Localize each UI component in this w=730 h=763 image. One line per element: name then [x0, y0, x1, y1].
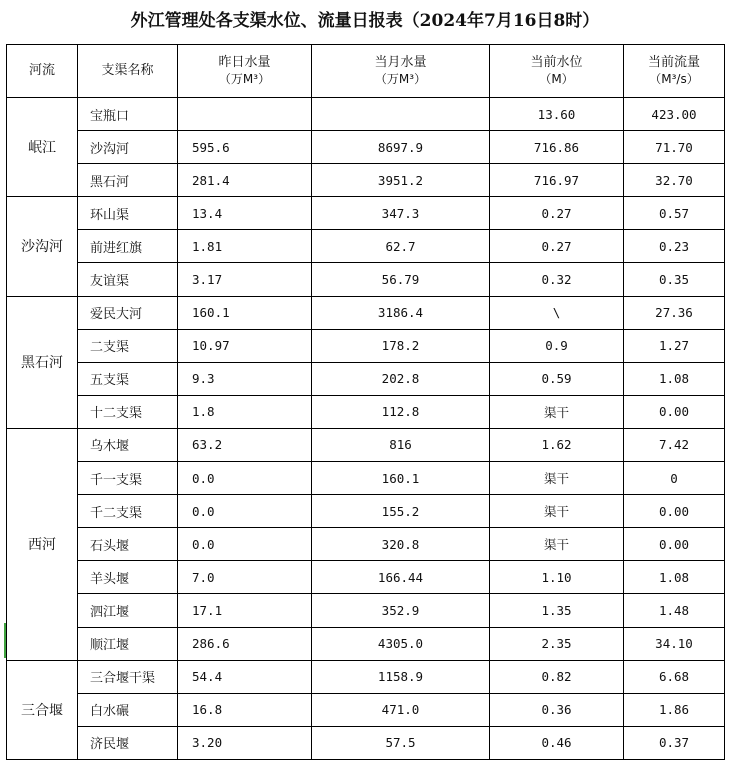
branch-name-cell: 乌木堰: [78, 429, 178, 462]
flow-rate-cell: 6.68: [624, 661, 725, 694]
header-month-label: 当月水量: [374, 55, 427, 70]
flow-rate-cell: 1.08: [624, 561, 725, 594]
header-yesterday: [178, 45, 312, 98]
branch-name-cell: 石头堰: [78, 528, 178, 561]
flow-rate-cell: 1.86: [624, 694, 725, 727]
header-flow: [624, 45, 725, 98]
branch-name-cell: 沙沟河: [78, 131, 178, 164]
water-level-cell: 渠干: [490, 396, 624, 429]
report-table: [6, 44, 725, 760]
yesterday-volume-cell: 1.8: [178, 396, 312, 429]
water-level-cell: \: [490, 297, 624, 330]
month-volume-cell: 3186.4: [312, 297, 490, 330]
yesterday-volume-cell: 17.1: [178, 594, 312, 627]
month-volume-cell: 202.8: [312, 363, 490, 396]
water-level-cell: 716.97: [490, 164, 624, 197]
water-level-cell: 716.86: [490, 131, 624, 164]
header-month-unit: （万M³）: [374, 72, 427, 86]
water-level-cell: 2.35: [490, 628, 624, 661]
yesterday-volume-cell: 13.4: [178, 197, 312, 230]
flow-rate-cell: 0.23: [624, 230, 725, 263]
month-volume-cell: 320.8: [312, 528, 490, 561]
month-volume-cell: 56.79: [312, 263, 490, 296]
month-volume-cell: 160.1: [312, 462, 490, 495]
flow-rate-cell: 0.57: [624, 197, 725, 230]
month-volume-cell: 62.7: [312, 230, 490, 263]
header-branch-label: 支渠名称: [101, 63, 154, 78]
report-title: 外江管理处各支渠水位、流量日报表（2024年7月16日8时）: [130, 11, 600, 31]
month-volume-cell: 471.0: [312, 694, 490, 727]
flow-rate-cell: 0.35: [624, 263, 725, 296]
yesterday-volume-cell: 9.3: [178, 363, 312, 396]
month-volume-cell: 112.8: [312, 396, 490, 429]
yesterday-volume-cell: 63.2: [178, 429, 312, 462]
month-volume-cell: 8697.9: [312, 131, 490, 164]
branch-name-cell: 顺江堰: [78, 628, 178, 661]
branch-name-cell: 黑石河: [78, 164, 178, 197]
water-level-cell: 渠干: [490, 528, 624, 561]
branch-name-cell: 二支渠: [78, 330, 178, 363]
water-level-cell: 0.9: [490, 330, 624, 363]
water-level-cell: 0.27: [490, 230, 624, 263]
yesterday-volume-cell: 10.97: [178, 330, 312, 363]
yesterday-volume-cell: 54.4: [178, 661, 312, 694]
month-volume-cell: 3951.2: [312, 164, 490, 197]
month-volume-cell: 178.2: [312, 330, 490, 363]
water-level-cell: 0.36: [490, 694, 624, 727]
month-volume-cell: 57.5: [312, 727, 490, 760]
flow-rate-cell: 0.00: [624, 495, 725, 528]
yesterday-volume-cell: 3.17: [178, 263, 312, 296]
header-yesterday-label: 昨日水量: [218, 55, 271, 70]
header-branch: [78, 45, 178, 98]
header-yesterday-unit: （万M³）: [218, 72, 271, 86]
yesterday-volume-cell: 0.0: [178, 462, 312, 495]
river-cell: 岷江: [7, 98, 78, 197]
water-level-cell: 0.32: [490, 263, 624, 296]
month-volume-cell: 1158.9: [312, 661, 490, 694]
flow-rate-cell: 27.36: [624, 297, 725, 330]
header-level: [490, 45, 624, 98]
water-level-cell: 1.35: [490, 594, 624, 627]
yesterday-volume-cell: 281.4: [178, 164, 312, 197]
water-level-cell: 1.10: [490, 561, 624, 594]
river-cell: 黑石河: [7, 297, 78, 429]
yesterday-volume-cell: 160.1: [178, 297, 312, 330]
flow-rate-cell: 0: [624, 462, 725, 495]
water-level-cell: 0.46: [490, 727, 624, 760]
river-cell: 三合堰: [7, 661, 78, 760]
header-flow-label: 当前流量: [647, 55, 700, 70]
yesterday-volume-cell: 7.0: [178, 561, 312, 594]
flow-rate-cell: 32.70: [624, 164, 725, 197]
river-cell: 沙沟河: [7, 197, 78, 296]
month-volume-cell: 155.2: [312, 495, 490, 528]
header-level-unit: （M）: [539, 72, 574, 86]
month-volume-cell: 166.44: [312, 561, 490, 594]
branch-name-cell: 羊头堰: [78, 561, 178, 594]
header-flow-unit: （M³/s）: [649, 72, 699, 86]
selection-marker: [4, 623, 6, 658]
flow-rate-cell: 1.08: [624, 363, 725, 396]
branch-name-cell: 友谊渠: [78, 263, 178, 296]
water-level-cell: 0.27: [490, 197, 624, 230]
month-volume-cell: 352.9: [312, 594, 490, 627]
yesterday-volume-cell: 286.6: [178, 628, 312, 661]
branch-name-cell: 五支渠: [78, 363, 178, 396]
month-volume-cell: 347.3: [312, 197, 490, 230]
branch-name-cell: 环山渠: [78, 197, 178, 230]
header-river-label: 河流: [28, 63, 55, 78]
branch-name-cell: 宝瓶口: [78, 98, 178, 131]
water-level-cell: 0.82: [490, 661, 624, 694]
branch-name-cell: 白水碾: [78, 694, 178, 727]
yesterday-volume-cell: 595.6: [178, 131, 312, 164]
yesterday-volume-cell: 3.20: [178, 727, 312, 760]
yesterday-volume-cell: 0.0: [178, 495, 312, 528]
branch-name-cell: 爱民大河: [78, 297, 178, 330]
water-level-cell: 渠干: [490, 462, 624, 495]
water-level-cell: 13.60: [490, 98, 624, 131]
yesterday-volume-cell: [178, 98, 312, 131]
flow-rate-cell: 1.27: [624, 330, 725, 363]
branch-name-cell: 千一支渠: [78, 462, 178, 495]
flow-rate-cell: 0.00: [624, 528, 725, 561]
water-level-cell: 0.59: [490, 363, 624, 396]
branch-name-cell: 三合堰干渠: [78, 661, 178, 694]
header-month: [312, 45, 490, 98]
branch-name-cell: 前进红旗: [78, 230, 178, 263]
flow-rate-cell: 0.37: [624, 727, 725, 760]
month-volume-cell: 816: [312, 429, 490, 462]
month-volume-cell: [312, 98, 490, 131]
flow-rate-cell: 71.70: [624, 131, 725, 164]
flow-rate-cell: 423.00: [624, 98, 725, 131]
river-cell: 西河: [7, 429, 78, 661]
flow-rate-cell: 0.00: [624, 396, 725, 429]
yesterday-volume-cell: 1.81: [178, 230, 312, 263]
yesterday-volume-cell: 16.8: [178, 694, 312, 727]
branch-name-cell: 千二支渠: [78, 495, 178, 528]
water-level-cell: 1.62: [490, 429, 624, 462]
header-level-label: 当前水位: [530, 55, 583, 70]
flow-rate-cell: 34.10: [624, 628, 725, 661]
yesterday-volume-cell: 0.0: [178, 528, 312, 561]
branch-name-cell: 十二支渠: [78, 396, 178, 429]
water-level-cell: 渠干: [490, 495, 624, 528]
flow-rate-cell: 1.48: [624, 594, 725, 627]
branch-name-cell: 泗江堰: [78, 594, 178, 627]
flow-rate-cell: 7.42: [624, 429, 725, 462]
month-volume-cell: 4305.0: [312, 628, 490, 661]
branch-name-cell: 济民堰: [78, 727, 178, 760]
header-river: [7, 45, 78, 98]
